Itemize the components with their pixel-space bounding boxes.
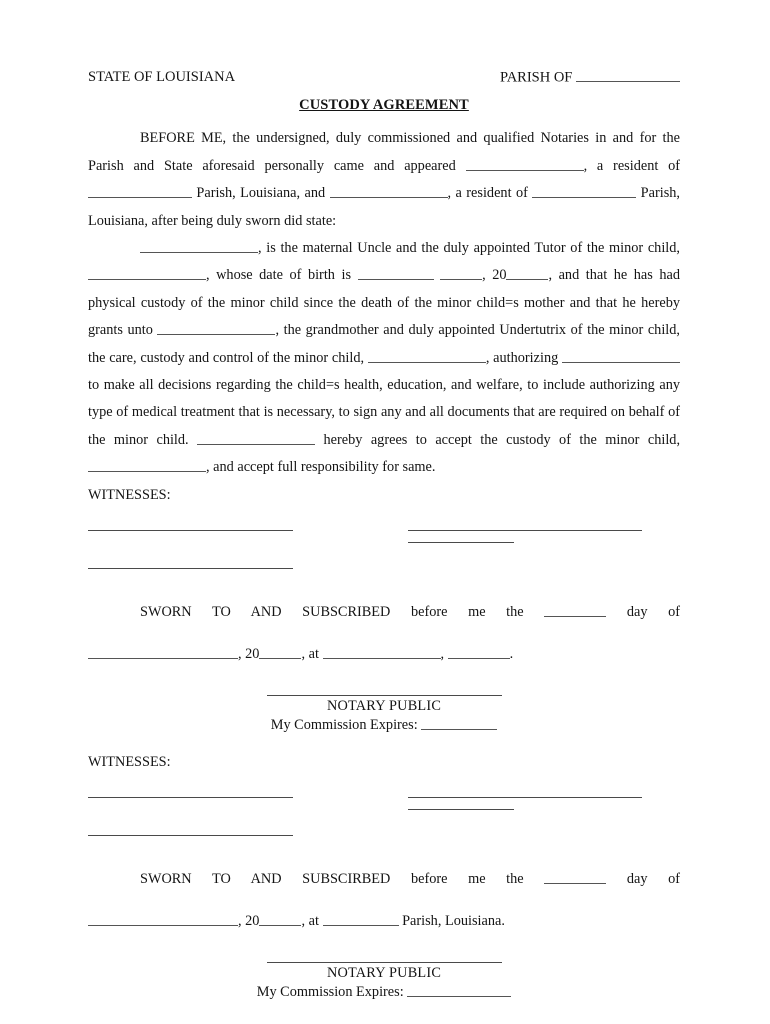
witnesses-label-1: WITNESSES: <box>88 486 171 503</box>
party-printed-name-line-2[interactable] <box>408 809 514 810</box>
notary-expires-blank-1[interactable] <box>421 716 497 730</box>
sworn-2-year-blank[interactable] <box>259 912 301 926</box>
sworn-1-year-blank[interactable] <box>259 644 301 658</box>
appearer-one-parish-blank[interactable] <box>88 184 192 198</box>
sworn-1-month-blank[interactable] <box>88 644 238 658</box>
agreement-body <box>88 125 680 481</box>
birth-day-blank[interactable] <box>440 266 482 280</box>
signature-block-2 <box>88 785 680 851</box>
sworn-2-line-1 <box>88 869 680 911</box>
authorized-person-blank[interactable] <box>562 348 680 362</box>
sworn-1-text-f: . <box>509 645 514 662</box>
notary-title-2: NOTARY PUBLIC <box>326 964 442 981</box>
notary-signature-line-1[interactable] <box>267 695 502 696</box>
appearer-two-blank[interactable] <box>330 184 448 198</box>
para2-seg9: hereby agrees to accept the custody of the minor child, <box>323 431 681 448</box>
parish-of-blank[interactable] <box>576 68 680 82</box>
accepted-child-blank[interactable] <box>88 458 206 472</box>
undertutrix-name-blank[interactable] <box>157 321 275 335</box>
page-title: CUSTODY AGREEMENT <box>299 97 469 114</box>
notary-block-2 <box>88 962 680 1002</box>
document-header <box>88 68 680 86</box>
witness-signature-line-2[interactable] <box>88 568 293 569</box>
party-printed-name-line-1[interactable] <box>408 542 514 543</box>
tutor-name-blank[interactable] <box>140 239 258 253</box>
witness-signature-line-1[interactable] <box>88 530 293 531</box>
notary-title-1: NOTARY PUBLIC <box>326 697 442 714</box>
child-name-blank[interactable] <box>88 266 206 280</box>
para2-seg8: to make all decisions regarding the child=s health, education, and welfare, to include authorizing any type of medical treatment that is necessary, to sign any and all documents that are required on behalf of the minor child. <box>88 376 680 448</box>
witness-signature-line-4[interactable] <box>88 835 293 836</box>
notary-expires-1 <box>88 716 680 735</box>
title-container <box>88 96 680 114</box>
birth-month-blank[interactable] <box>358 266 434 280</box>
parish-of-label: PARISH OF <box>499 69 573 86</box>
sworn-1-text-e: , <box>440 645 445 662</box>
sworn-1-line-1 <box>88 602 680 644</box>
appearer-two-parish-blank[interactable] <box>532 184 636 198</box>
sworn-block-1 <box>88 602 680 665</box>
notary-expires-label-1: My Commission Expires: <box>270 716 418 733</box>
signature-block-1 <box>88 518 680 584</box>
para1-seg1: BEFORE ME, the undersigned, duly commissioned and qualified Notaries in and for the Parish and State aforesaid personally came and appeared <box>88 130 680 174</box>
para2-seg3: , <box>482 267 486 284</box>
sworn-2-month-blank[interactable] <box>88 912 238 926</box>
sworn-1-text-b: day of <box>626 603 680 620</box>
paragraph-appearance <box>88 125 680 235</box>
document-body <box>88 68 680 1002</box>
para2-seg1: , is the maternal Uncle and the duly appointed Tutor of the minor child, <box>258 239 680 256</box>
sworn-2-text-c: , 20 <box>238 912 260 929</box>
witness-signature-line-3[interactable] <box>88 797 293 798</box>
para1-seg2: , a resident of <box>583 157 681 174</box>
sworn-2-day-blank[interactable] <box>544 870 606 884</box>
party-signature-line-1[interactable] <box>408 530 642 531</box>
state-label: STATE OF LOUISIANA <box>88 69 236 86</box>
paragraph-custody-terms <box>88 235 680 482</box>
party-signature-line-2[interactable] <box>408 797 642 798</box>
sworn-2-text-e: Parish, Louisiana. <box>402 912 505 929</box>
sworn-2-text-d: , at <box>301 912 319 929</box>
sworn-1-day-blank[interactable] <box>544 602 606 616</box>
sworn-2-parish-blank[interactable] <box>323 912 399 926</box>
birth-year-blank[interactable] <box>506 266 548 280</box>
para2-seg4: 20 <box>492 267 507 284</box>
sworn-1-line-2 <box>88 644 680 665</box>
notary-expires-2 <box>88 983 680 1002</box>
sworn-1-city-blank[interactable] <box>323 644 441 658</box>
para1-seg4: , a resident of <box>447 185 528 202</box>
para2-seg5: , and that he has had physical custody of the minor child since the death of the minor child=s mother and that he hereby grants unto <box>88 267 680 339</box>
sworn-2-text-b: day of <box>626 870 680 887</box>
para2-seg2: , whose date of birth is <box>206 267 352 284</box>
sworn-1-text-a: SWORN TO AND SUBSCRIBED before me the <box>140 603 524 620</box>
custody-grantee-blank[interactable] <box>368 348 486 362</box>
sworn-2-text-a: SWORN TO AND SUBSCIRBED before me the <box>140 870 524 887</box>
acceptor-name-blank[interactable] <box>197 431 315 445</box>
parish-of-field <box>500 68 680 86</box>
witnesses-label-2: WITNESSES: <box>88 753 171 770</box>
para2-seg7: , authorizing <box>485 349 559 366</box>
notary-signature-line-2[interactable] <box>267 962 502 963</box>
sworn-block-2 <box>88 869 680 932</box>
sworn-1-text-c: , 20 <box>238 645 260 662</box>
notary-block-1 <box>88 695 680 735</box>
sworn-1-text-d: , at <box>301 645 319 662</box>
spacer-1 <box>88 735 680 749</box>
appearer-one-blank[interactable] <box>466 157 584 171</box>
para2-seg6: , the grandmother and duly appointed Undertutrix of the minor child, the care, custody and control of the minor child, <box>88 322 680 366</box>
para1-seg5: Parish, Louisiana, after being duly sworn did state: <box>88 185 680 229</box>
sworn-2-line-2 <box>88 911 680 932</box>
notary-expires-label-2: My Commission Expires: <box>256 983 404 1000</box>
sworn-1-state-blank[interactable] <box>448 644 510 658</box>
notary-expires-blank-2[interactable] <box>407 983 511 997</box>
para2-seg10: , and accept full responsibility for same. <box>206 459 436 476</box>
para1-seg3: Parish, Louisiana, and <box>196 185 326 202</box>
